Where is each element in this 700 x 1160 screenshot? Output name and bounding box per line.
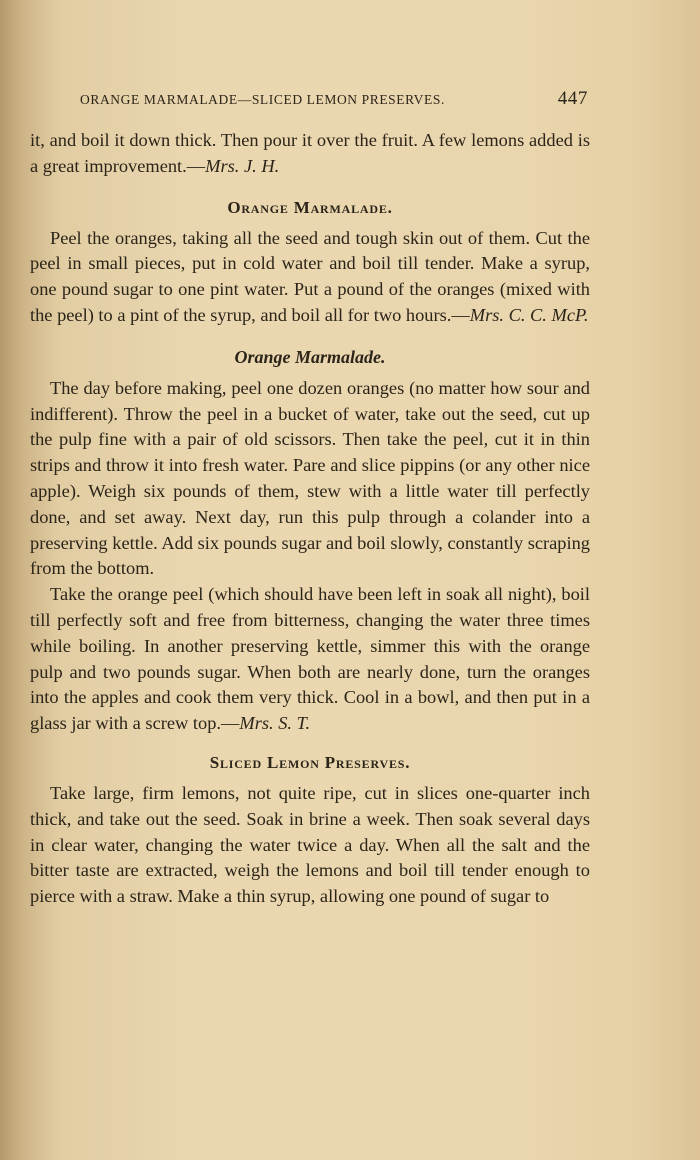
continued-paragraph (30, 128, 590, 180)
spacer (30, 329, 590, 347)
recipe-heading: Orange Marmalade. (227, 197, 393, 217)
spacer (30, 737, 590, 753)
page-number: 447 (557, 88, 588, 109)
signature: Mrs. J. H. (205, 155, 280, 176)
paragraph-text: it, and boil it down thick. Then pour it over the fruit. A few lemons added is a great improvement.— (30, 130, 590, 176)
recipe-paragraph (30, 226, 590, 329)
signature: Mrs. C. C. McP. (469, 304, 589, 325)
page-body (30, 128, 590, 910)
signature: Mrs. S. T. (239, 713, 311, 734)
paragraph-text: Peel the oranges, taking all the seed and tough skin out of them. Cut the peel in small pieces, put in cold water and boil till tender. Make a syrup, one pound sugar to one pint water. Put a pound of the oranges (mixed with the peel) to a pint of the syrup, and boil all for two hours.— (30, 227, 590, 325)
spacer (30, 773, 590, 781)
recipe-paragraph (30, 582, 590, 737)
recipe-paragraph: Take large, firm lemons, not quite ripe, cut in slices one-quarter inch thick, and take out the seed. Soak in brine a week. Then soak several days in clear water, changing the water twice a day. When all the salt and the bitter taste are extracted, weigh the lemons and boil till tender enough to pierce with a straw. Make a thin syrup, allowing one pound of sugar to (30, 782, 590, 907)
recipe-heading: Sliced Lemon Preserves. (209, 752, 411, 772)
spacer (30, 218, 590, 226)
running-header (80, 88, 590, 112)
recipe-paragraph: The day before making, peel one dozen oranges (no matter how sour and indifferent). Throw the peel in a bucket of water, take out the seed, cut up the pulp fine with a pair of old scissors. Then take the peel, cut it in thin strips and throw it into fresh water. Pare and slice pippins (or any other nice apple). Weigh six pounds of them, stew with a little water till perfectly done, and set away. Next day, run this pulp through a colander into a preserving kettle. Add six pounds sugar and boil slowly, constantly scraping from the bottom. (30, 377, 590, 579)
paragraph-text: Take the orange peel (which should have been left in soak all night), boil till perfectly soft and free from bitterness, changing the water three times while boiling. In another preserving kettle, simmer this with the orange pulp and two pounds sugar. When both are nearly done, turn the oranges into the apples and cook them very thick. Cool in a bowl, and then put in a glass jar with a screw top.— (30, 584, 590, 734)
spacer (30, 180, 590, 198)
spacer (30, 368, 590, 376)
running-title: ORANGE MARMALADE—SLICED LEMON PRESERVES. (80, 92, 445, 107)
recipe-heading: Orange Marmalade. (234, 346, 386, 367)
